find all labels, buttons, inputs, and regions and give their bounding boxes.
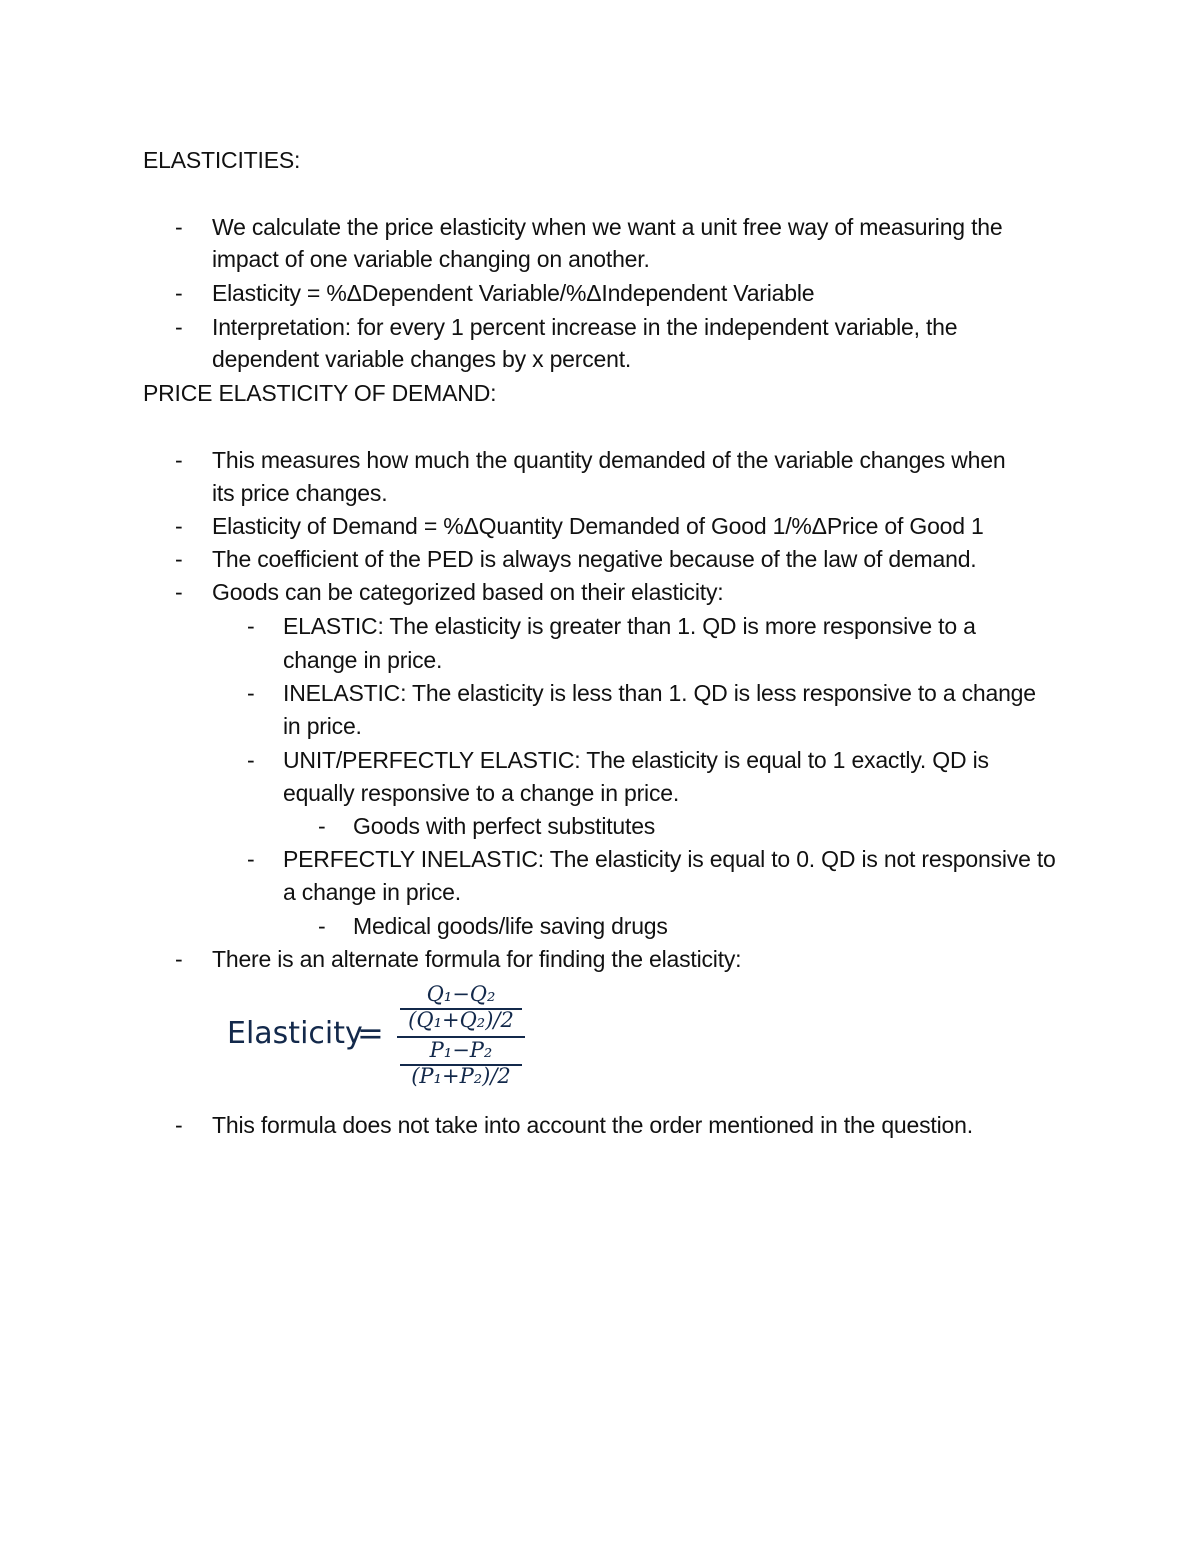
bullet-dash: - (175, 280, 183, 306)
sub-bullet-dash: - (247, 613, 255, 639)
list-item-line: dependent variable changes by x percent. (212, 346, 632, 372)
formula-bottom-denominator: (P₁+P₂)/2 (411, 1064, 511, 1088)
list-item-line: The coefficient of the PED is always negative because of the law of demand. (212, 546, 977, 572)
sub-sub-bullet-dash: - (318, 913, 326, 939)
bullet-dash: - (175, 546, 183, 572)
sub-sub-list-item-line: Goods with perfect substitutes (353, 813, 656, 839)
list-item-line: There is an alternate formula for finding the elasticity: (212, 946, 742, 972)
sub-list-item-line: INELASTIC: The elasticity is less than 1. QD is less responsive to a change (283, 680, 1036, 706)
section-heading-price-elasticity-of-demand: PRICE ELASTICITY OF DEMAND: (143, 380, 497, 406)
sub-list-item-line: a change in price. (283, 879, 461, 905)
bullet-dash: - (175, 946, 183, 972)
elasticity-formula (225, 978, 545, 1093)
formula-lhs: Elasticity (227, 1016, 363, 1051)
sub-sub-list-item-line: Medical goods/life saving drugs (353, 913, 668, 939)
formula-bottom-numerator: P₁−P₂ (429, 1038, 493, 1062)
sub-list-item-line: ELASTIC: The elasticity is greater than 1. QD is more responsive to a (283, 613, 976, 639)
sub-bullet-dash: - (247, 846, 255, 872)
sub-list-item-line: PERFECTLY INELASTIC: The elasticity is equal to 0. QD is not responsive to (283, 846, 1056, 872)
list-item-line: impact of one variable changing on another. (212, 246, 650, 272)
bullet-dash: - (175, 1112, 183, 1138)
sub-list-item-line: in price. (283, 713, 362, 739)
sub-sub-bullet-dash: - (318, 813, 326, 839)
bullet-dash: - (175, 579, 183, 605)
bullet-dash: - (175, 214, 183, 240)
sub-bullet-dash: - (247, 747, 255, 773)
sub-bullet-dash: - (247, 680, 255, 706)
bullet-dash: - (175, 447, 183, 473)
formula-top-denominator: (Q₁+Q₂)/2 (408, 1008, 514, 1032)
list-item-line: We calculate the price elasticity when we want a unit free way of measuring the (212, 214, 1003, 240)
list-item-line: This measures how much the quantity demanded of the variable changes when (212, 447, 1006, 473)
list-item-line: Elasticity of Demand = %ΔQuantity Demanded of Good 1/%ΔPrice of Good 1 (212, 513, 984, 539)
formula-top-numerator: Q₁−Q₂ (426, 982, 496, 1006)
list-item-line: Elasticity = %ΔDependent Variable/%ΔIndependent Variable (212, 280, 815, 306)
sub-list-item-line: equally responsive to a change in price. (283, 780, 680, 806)
bullet-dash: - (175, 314, 183, 340)
sub-list-item-line: UNIT/PERFECTLY ELASTIC: The elasticity is equal to 1 exactly. QD is (283, 747, 989, 773)
sub-list-item-line: change in price. (283, 647, 443, 673)
section-heading-elasticities: ELASTICITIES: (143, 147, 301, 173)
bullet-dash: - (175, 513, 183, 539)
list-item-line: its price changes. (212, 480, 388, 506)
list-item-line: This formula does not take into account the order mentioned in the question. (212, 1112, 973, 1138)
list-item-line: Goods can be categorized based on their elasticity: (212, 579, 724, 605)
list-item-line: Interpretation: for every 1 percent increase in the independent variable, the (212, 314, 958, 340)
formula-equals-sign: = (357, 1014, 384, 1052)
